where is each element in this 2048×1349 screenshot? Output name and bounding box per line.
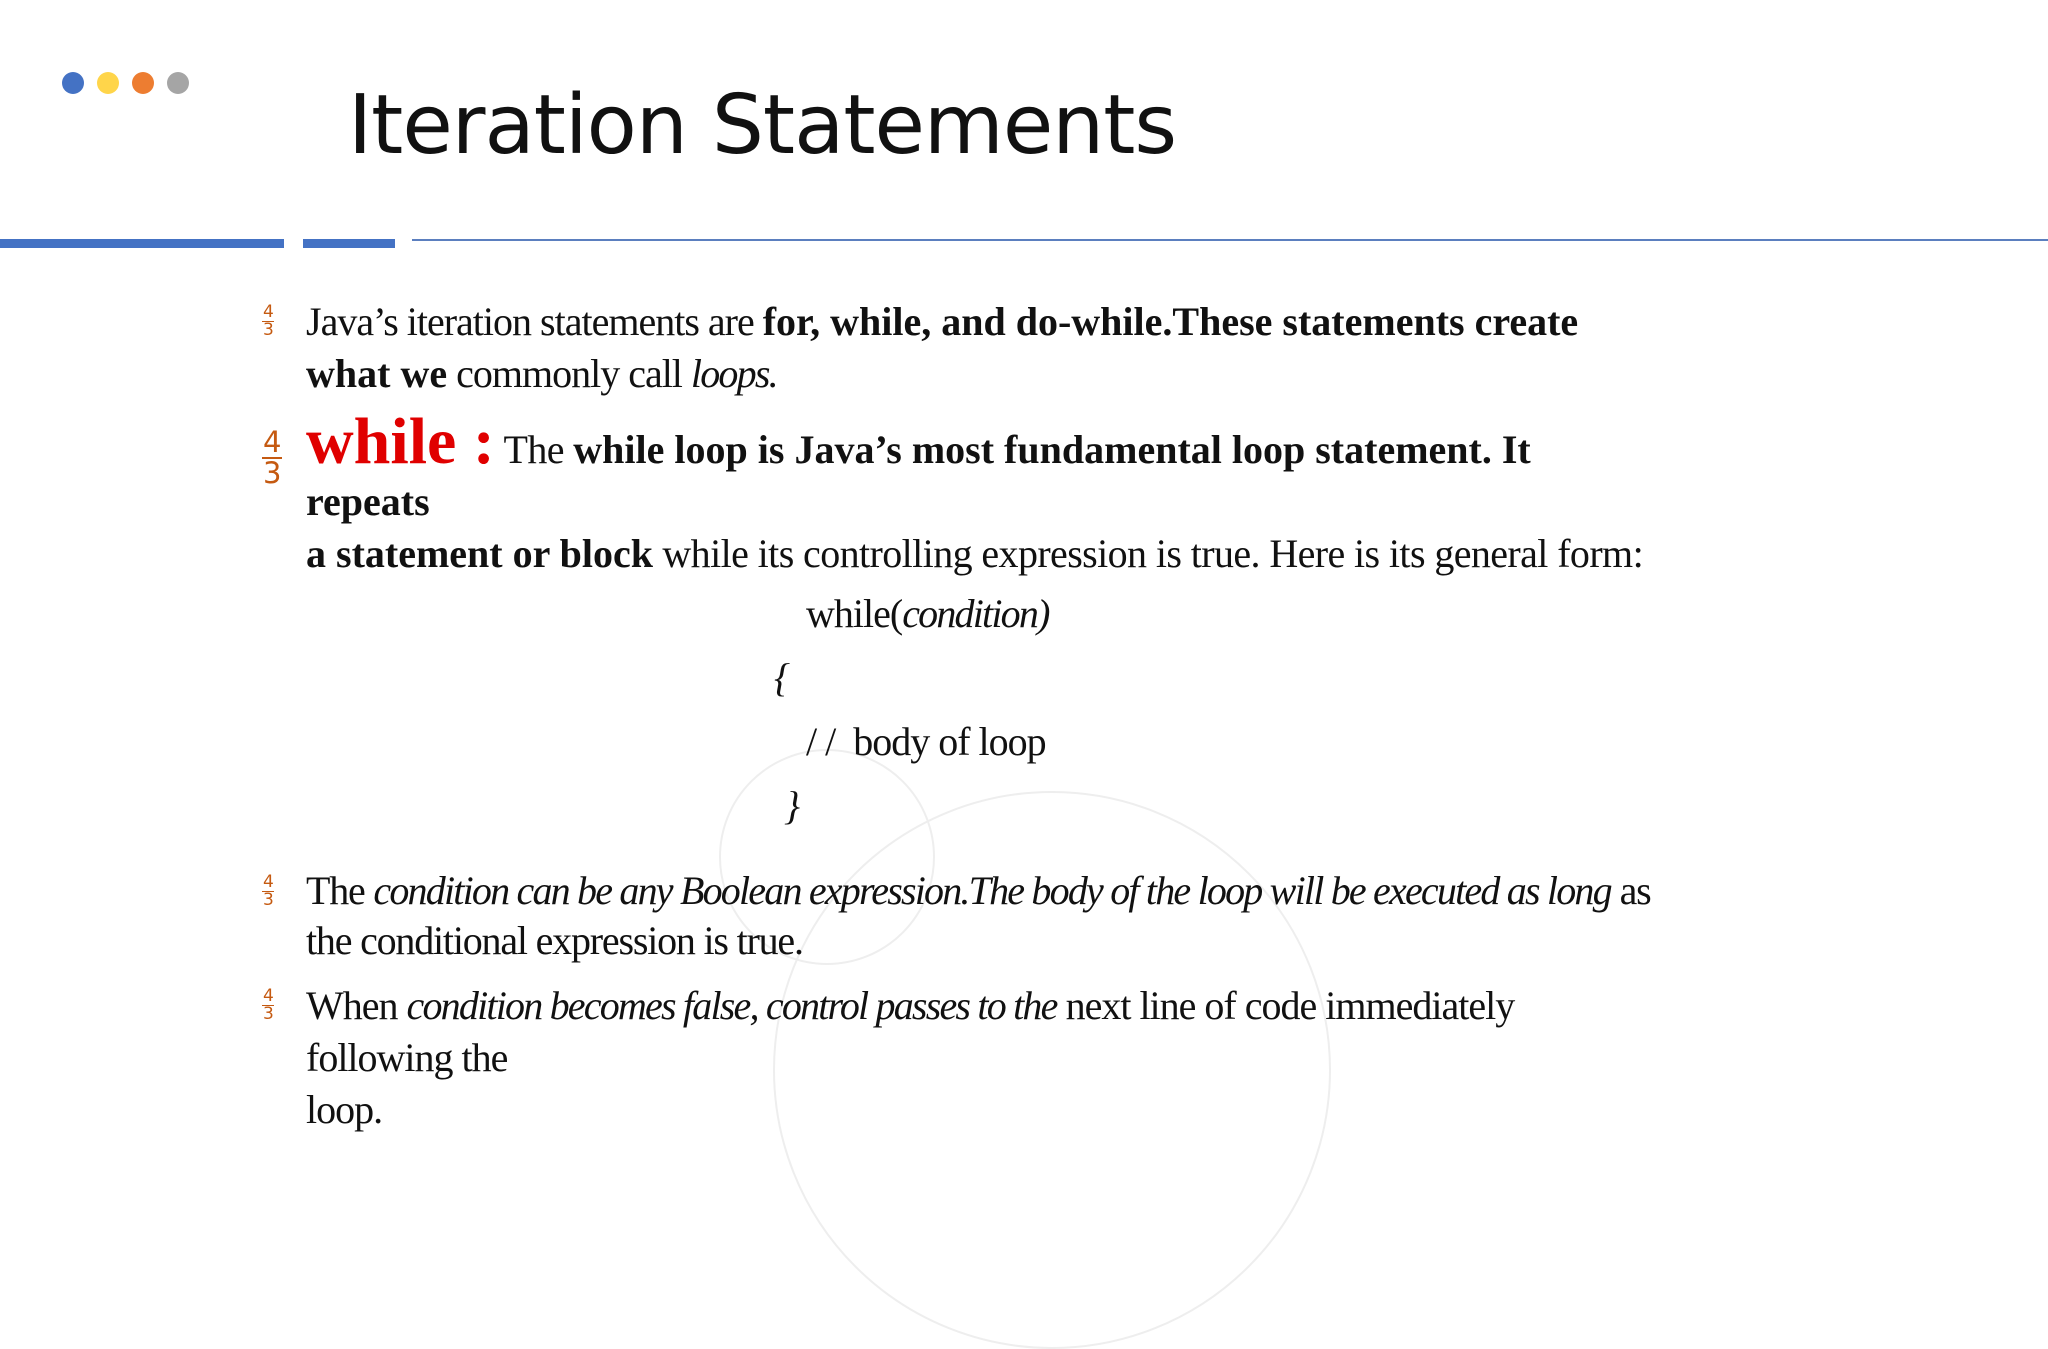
bullet-text: commonly call xyxy=(447,351,691,396)
code-line-open-brace: { xyxy=(774,655,789,700)
bullet-bold-text: repeats xyxy=(306,479,430,524)
code-line-comment: / / body of loop xyxy=(806,719,1046,764)
bullet-condition xyxy=(262,866,1712,966)
title-underline-thick xyxy=(0,239,284,248)
slide-content xyxy=(262,296,1712,1136)
bullet-italic-text: condition becomes false, control passes to the xyxy=(406,983,1057,1028)
bullet-text: the conditional expression is true. xyxy=(306,918,803,963)
bullet-text: loop. xyxy=(306,1087,383,1132)
bullet-bold-text: a statement or block xyxy=(306,531,653,576)
bullet-while-definition xyxy=(262,405,1712,580)
bullet-text: The xyxy=(306,868,374,913)
fraction-bullet-icon: $\frac{4}{3}$ xyxy=(263,302,273,340)
slide-title: Iteration Statements xyxy=(348,78,1177,173)
bullet-text: following the xyxy=(306,1035,508,1080)
while-general-form xyxy=(306,582,1712,838)
fraction-bullet-icon: $\frac{4}{3}$ xyxy=(263,986,273,1024)
dot-gray xyxy=(167,72,189,94)
bullet-bold-text: for, while, and do-while.These statements create xyxy=(762,299,1579,344)
title-underline-thin xyxy=(412,239,2048,241)
bullet-condition-false xyxy=(262,980,1712,1136)
bullet-italic-text: loops. xyxy=(690,351,777,396)
fraction-bullet-icon: $\frac{4}{3}$ xyxy=(263,872,273,910)
fraction-bullet-icon: $\frac{4}{3}$ xyxy=(263,425,281,490)
while-keyword: while : xyxy=(306,405,495,478)
title-underline-short xyxy=(303,239,395,248)
bullet-iteration-intro xyxy=(262,296,1712,400)
bullet-bold-text: what we xyxy=(306,351,448,396)
bullet-text: next line of code immediately xyxy=(1056,983,1515,1028)
bullet-text: When xyxy=(306,983,407,1028)
bullet-text: The xyxy=(494,427,574,472)
code-line-while: while(condition) xyxy=(806,591,1049,636)
bullet-text: while its controlling expression is true. Here is its general form: xyxy=(653,531,1644,576)
bullet-text: as xyxy=(1610,868,1651,913)
bullet-text: Java’s iteration statements are xyxy=(306,299,763,344)
bullet-italic-text: condition can be any Boolean expression.The body of the loop will be executed as long xyxy=(373,868,1611,913)
bullet-bold-text: while loop is Java’s most fundamental loop statement. It xyxy=(573,427,1531,472)
dot-orange xyxy=(132,72,154,94)
dot-blue xyxy=(62,72,84,94)
dot-yellow xyxy=(97,72,119,94)
window-dots xyxy=(62,72,189,94)
code-line-close-brace: } xyxy=(784,783,799,828)
